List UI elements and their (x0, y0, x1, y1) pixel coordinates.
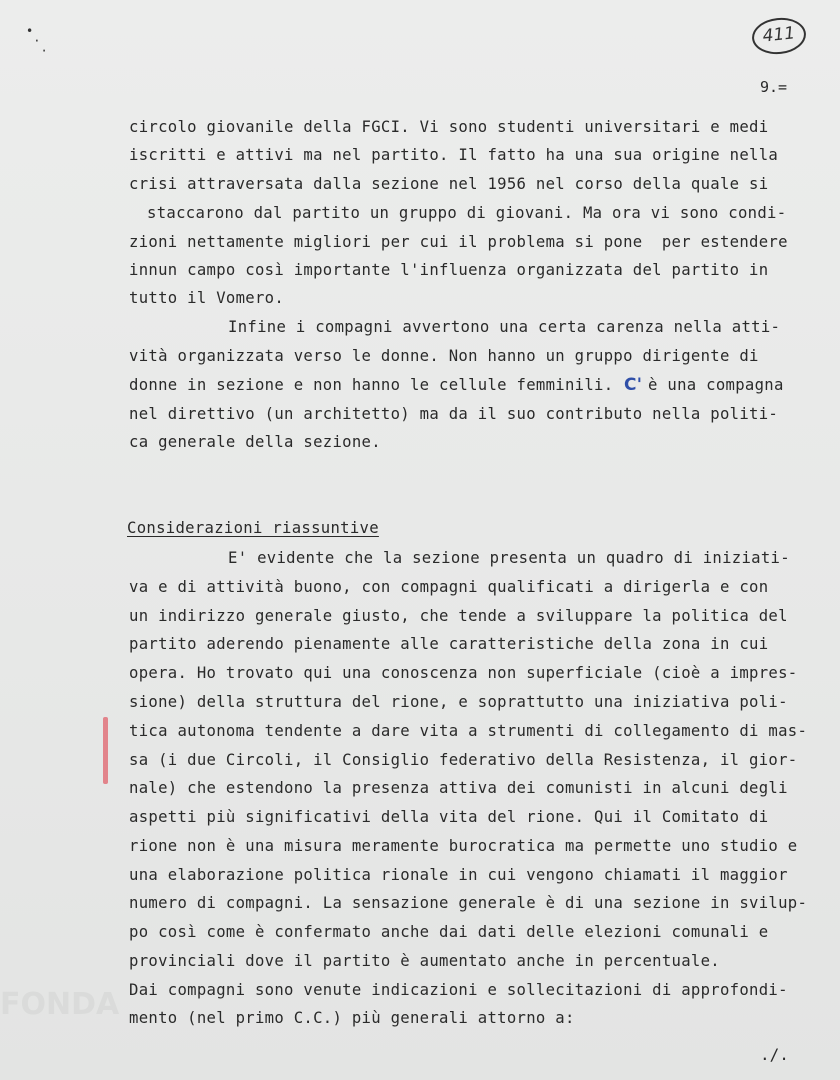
text-line: innun campo così importante l'influenza organizzata del partito in (129, 261, 769, 279)
archive-number-stamp: 411 (750, 15, 807, 56)
section-heading: Considerazioni riassuntive (127, 519, 379, 537)
text-line: nel direttivo (un architetto) ma da il suo contributo nella politi- (129, 405, 779, 423)
page-number: 9.= (760, 78, 788, 96)
text-line: un indirizzo generale giusto, che tende a sviluppare la politica del (129, 607, 788, 625)
text-line: una elaborazione politica rionale in cui vengono chiamati il maggior (129, 866, 788, 884)
text-line: E' evidente che la sezione presenta un quadro di iniziati- (228, 549, 790, 567)
text-line: mento (nel primo C.C.) più generali attorno a: (129, 1009, 575, 1027)
text-line: opera. Ho trovato qui una conoscenza non superficiale (cioè a impres- (129, 664, 798, 682)
text-line: vità organizzata verso le donne. Non hanno un gruppo dirigente di (129, 347, 759, 365)
text-line: sa (i due Circoli, il Consiglio federativo della Resistenza, il gior- (129, 751, 798, 769)
text-line: po così come è confermato anche dai dati delle elezioni comunali e (129, 923, 769, 941)
text-line: provinciali dove il partito è aumentato anche in percentuale. (129, 952, 720, 970)
text-line: donne in sezione e non hanno le cellule femminili. (129, 376, 614, 394)
watermark: FONDA (0, 987, 120, 1022)
text-line: partito aderendo pienamente alle caratteristiche della zona in cui (129, 635, 769, 653)
text-line: circolo giovanile della FGCI. Vi sono studenti universitari e medi (129, 118, 769, 136)
text-line: va e di attività buono, con compagni qualificati a dirigerla e con (129, 578, 769, 596)
text-line: sione) della struttura del rione, e soprattutto una iniziativa poli- (129, 693, 788, 711)
text-line: ca generale della sezione. (129, 433, 381, 451)
continuation-mark: ./. (760, 1045, 789, 1064)
text-line: è una compagna (648, 376, 784, 394)
red-margin-mark (103, 717, 108, 784)
text-line: Dai compagni sono venute indicazioni e sollecitazioni di approfondi- (129, 981, 788, 999)
text-line: crisi attraversata dalla sezione nel 1956 nel corso della quale si (129, 175, 769, 193)
handwritten-insert: C' (624, 375, 643, 395)
text-line: Infine i compagni avvertono una certa carenza nella atti- (228, 318, 781, 336)
text-line: zioni nettamente migliori per cui il problema si pone per estendere (129, 233, 788, 251)
text-line: iscritti e attivi ma nel partito. Il fatto ha una sua origine nella (129, 146, 779, 164)
text-line: tica autonoma tendente a dare vita a strumenti di collegamento di mas- (129, 722, 808, 740)
text-line: rione non è una misura meramente burocratica ma permette uno studio e (129, 837, 798, 855)
text-line: nale) che estendono la presenza attiva dei comunisti in alcuni degli (129, 779, 788, 797)
text-line: tutto il Vomero. (129, 289, 285, 307)
text-line: numero di compagni. La sensazione generale è di una sezione in svilup- (129, 894, 808, 912)
text-line: aspetti più significativi della vita del rione. Qui il Comitato di (129, 808, 769, 826)
text-line: staccarono dal partito un gruppo di giovani. Ma ora vi sono condi- (147, 204, 787, 222)
margin-dots: • · · (26, 24, 48, 58)
